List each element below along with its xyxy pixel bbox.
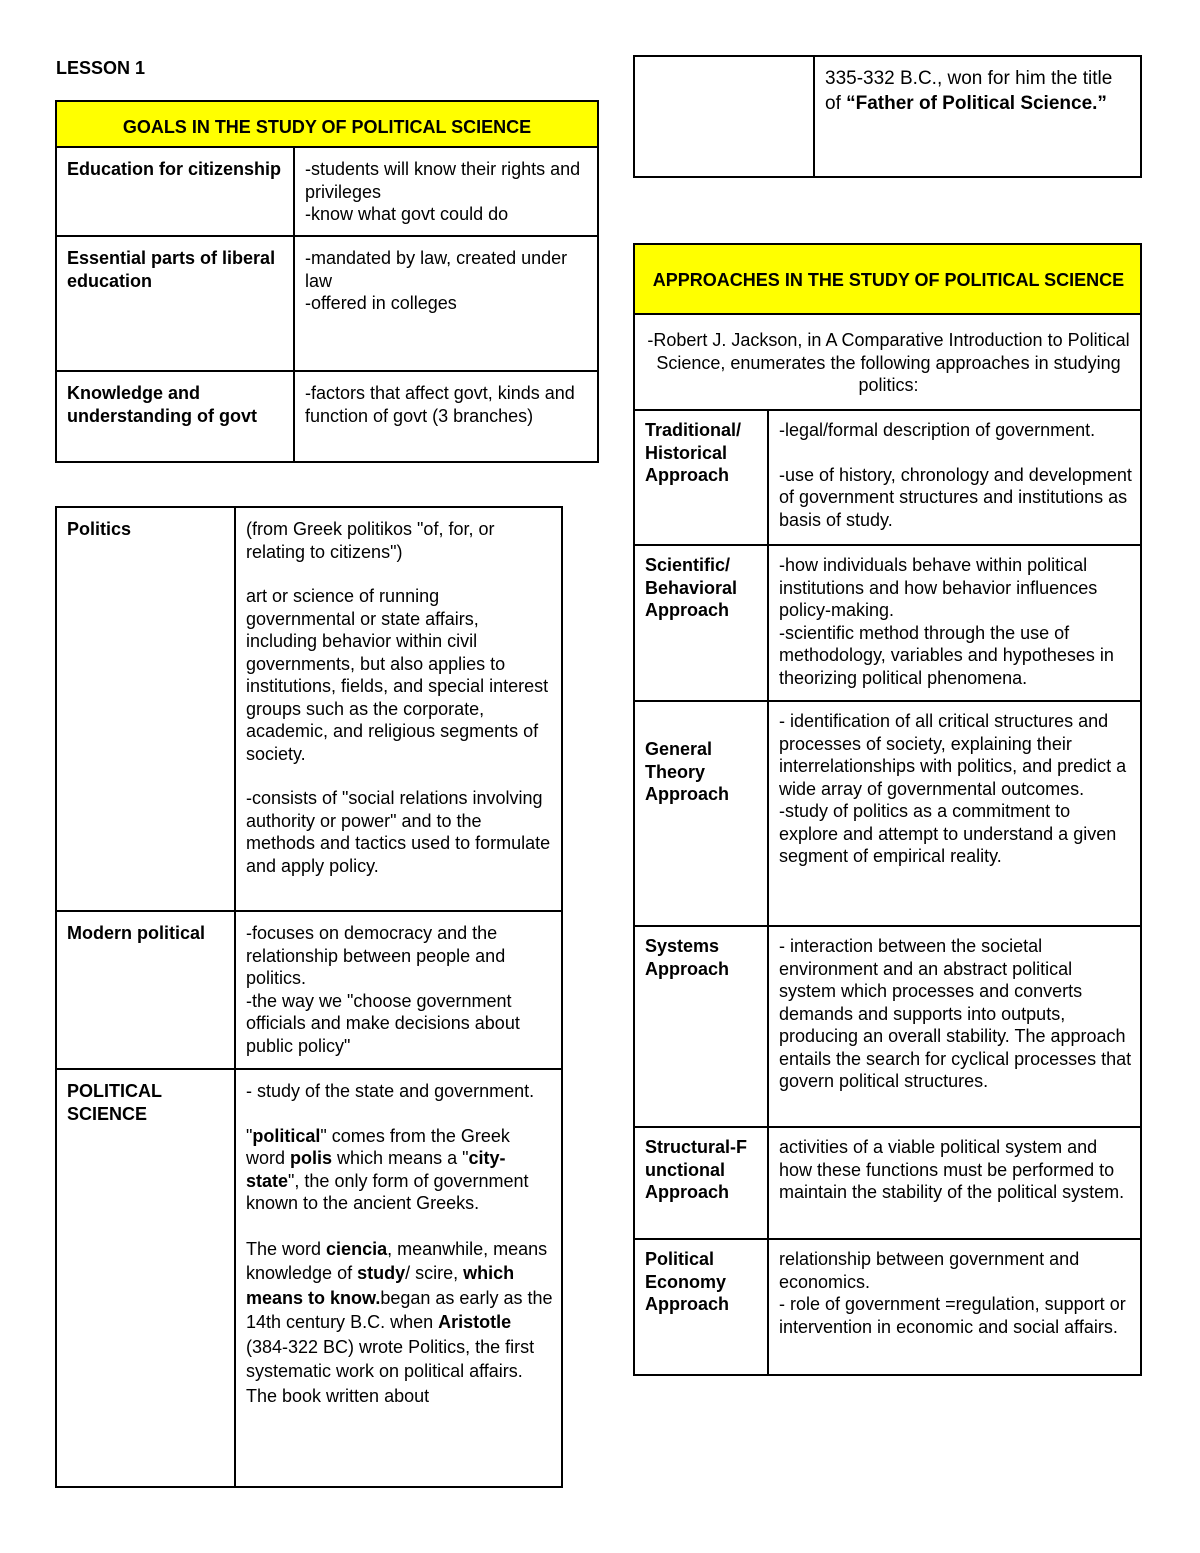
goal-description: -students will know their rights and privileges -know what govt could do — [294, 147, 598, 236]
continuation-text: 335-332 B.C., won for him the title of “Father of Political Science.” — [814, 56, 1141, 177]
politics-definition: (from Greek politikos "of, for, or relating to citizens") art or science of running governmental or state affairs, including behavior within civil governments, but also applies to institutions, fields, and special interest groups such as the corporate, academic, and religious segments of society. -consists of "social relations involving authority or power" and to the methods and tactics used to formulate and apply policy. — [235, 507, 562, 911]
table-row — [634, 545, 1141, 701]
definitions-table — [55, 506, 563, 1488]
modern-political-label: Modern political — [56, 911, 235, 1069]
approach-label: Traditional/ Historical Approach — [634, 410, 768, 545]
goal-label: Education for citizenship — [56, 147, 294, 236]
lesson-title: LESSON 1 — [56, 58, 146, 78]
table-row — [634, 701, 1141, 926]
approach-label: General Theory Approach — [634, 701, 768, 926]
approach-description: -legal/formal description of government. -use of history, chronology and development of government structures and institutions as basis of study. — [768, 410, 1141, 545]
approach-description: - interaction between the societal environment and an abstract political system which processes and converts demands and supports into outputs, producing an overall stability. The approach entails the search for cyclical processes that govern political structures. — [768, 926, 1141, 1127]
table-row — [56, 371, 598, 462]
approach-label: Political Economy Approach — [634, 1239, 768, 1375]
goal-description: -mandated by law, created under law -offered in colleges — [294, 236, 598, 371]
approach-label: Scientific/ Behavioral Approach — [634, 545, 768, 701]
approaches-table — [633, 243, 1142, 1376]
table-row — [56, 1069, 562, 1487]
goals-table — [55, 100, 599, 463]
goals-header: GOALS IN THE STUDY OF POLITICAL SCIENCE — [56, 101, 598, 147]
table-row — [56, 147, 598, 236]
continuation-table — [633, 55, 1142, 178]
table-row — [56, 236, 598, 371]
table-row — [56, 911, 562, 1069]
table-row — [634, 1127, 1141, 1239]
approaches-intro: -Robert J. Jackson, in A Comparative Introduction to Political Science, enumerates the following approaches in studying politics: — [634, 314, 1141, 410]
approach-label: Structural-F unctional Approach — [634, 1127, 768, 1239]
modern-political-definition: -focuses on democracy and the relationship between people and politics. -the way we "choose government officials and make decisions about public policy" — [235, 911, 562, 1069]
goal-label: Essential parts of liberal education — [56, 236, 294, 371]
approaches-header: APPROACHES IN THE STUDY OF POLITICAL SCIENCE — [634, 244, 1141, 314]
approach-description: activities of a viable political system and how these functions must be performed to maintain the stability of the political system. — [768, 1127, 1141, 1239]
approach-description: - identification of all critical structures and processes of society, explaining their interrelationships with politics, and predict a wide array of governmental outcomes. -study of politics as a commitment to explore and attempt to understand a given segment of empirical reality. — [768, 701, 1141, 926]
approach-description: relationship between government and economics. - role of government =regulation, support or intervention in economic and social affairs. — [768, 1239, 1141, 1375]
political-science-definition: - study of the state and government. "political" comes from the Greek word polis which means a "city-state", the only form of government known to the ancient Greeks. The word ciencia, meanwhile, means knowledge of study/ scire, which means to know.began as early as the 14th century B.C. when Aristotle (384-322 BC) wrote Politics, the first systematic work on political affairs. The book written about — [235, 1069, 562, 1487]
goal-label: Knowledge and understanding of govt — [56, 371, 294, 462]
approach-label: Systems Approach — [634, 926, 768, 1127]
goal-description: -factors that affect govt, kinds and function of govt (3 branches) — [294, 371, 598, 462]
table-row — [634, 410, 1141, 545]
empty-cell — [634, 56, 814, 177]
approach-description: -how individuals behave within political institutions and how behavior influences policy-making. -scientific method through the use of methodology, variables and hypotheses in theorizing political phenomena. — [768, 545, 1141, 701]
table-row — [634, 926, 1141, 1127]
table-row — [634, 56, 1141, 177]
political-science-label: POLITICAL SCIENCE — [56, 1069, 235, 1487]
table-row — [56, 507, 562, 911]
politics-label: Politics — [56, 507, 235, 911]
table-row — [634, 1239, 1141, 1375]
